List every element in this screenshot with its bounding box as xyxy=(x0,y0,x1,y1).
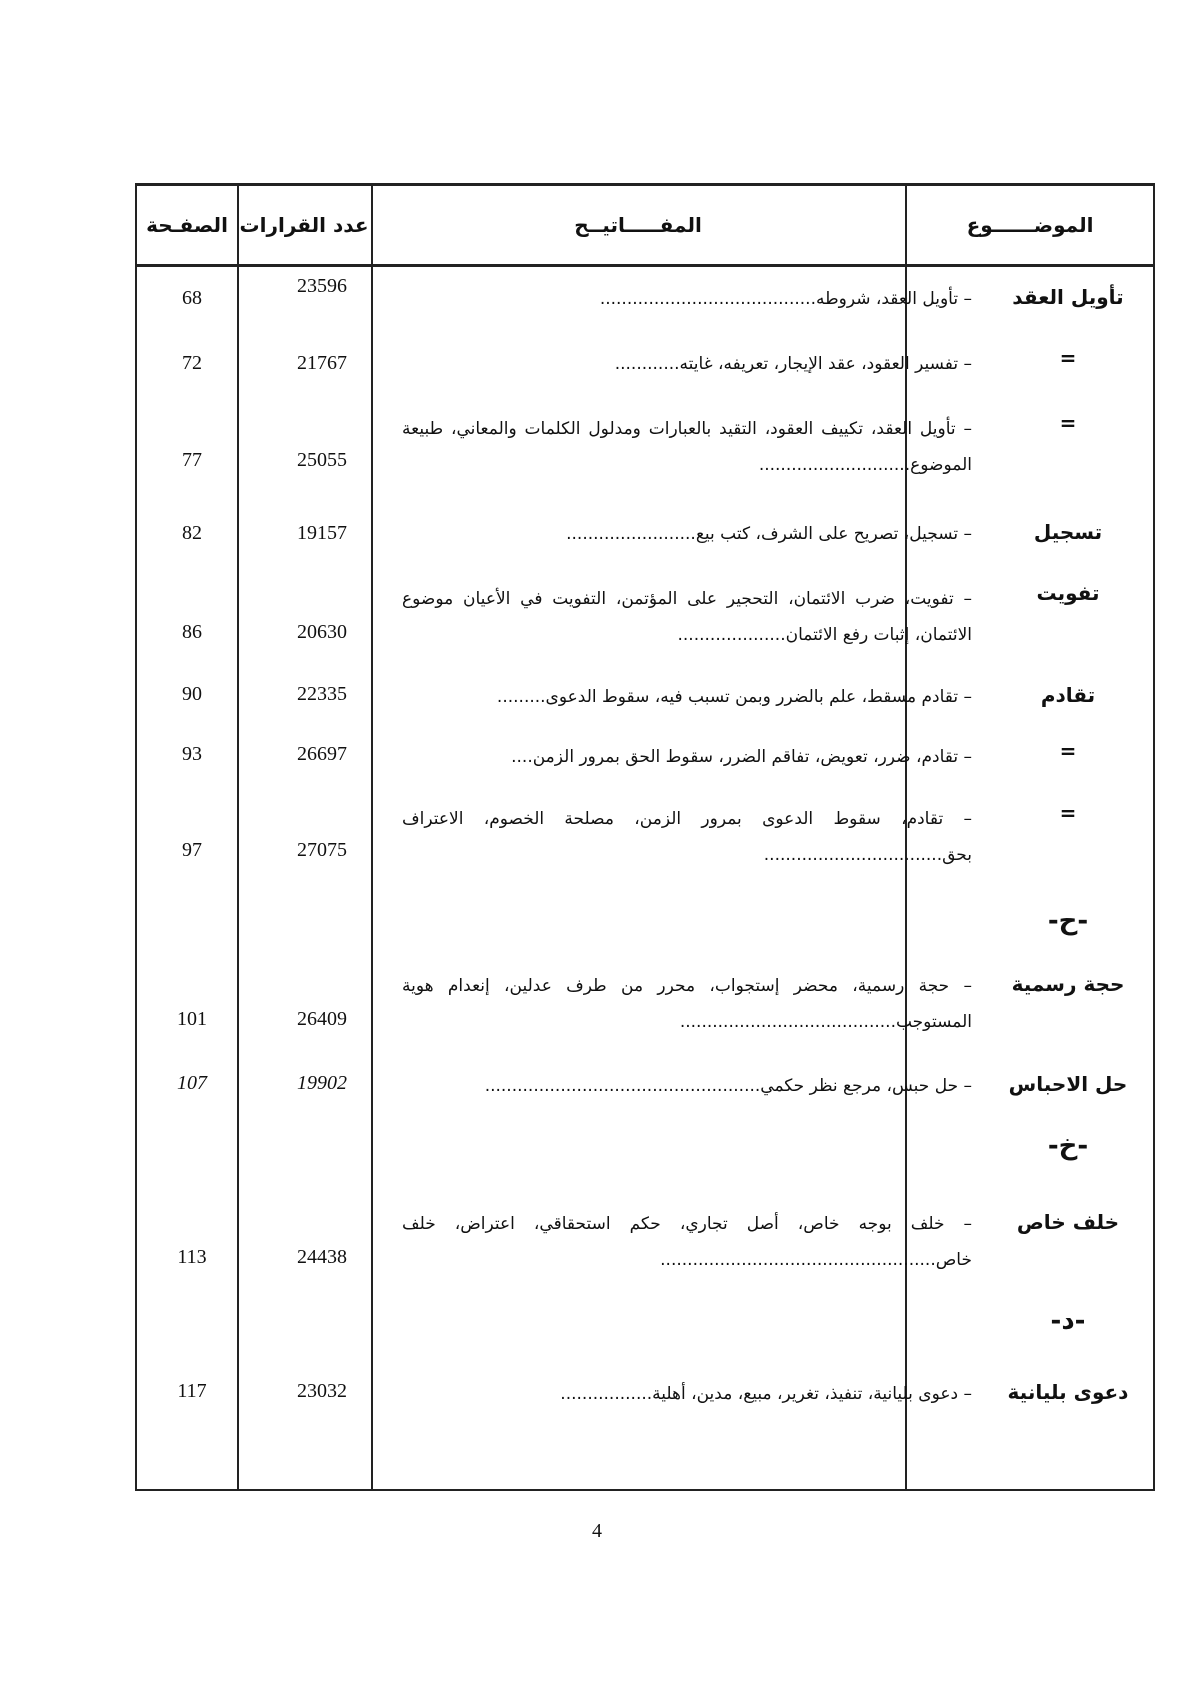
row-decision-number: 19157 xyxy=(297,522,347,544)
column-divider xyxy=(371,186,373,1489)
row-decision-number: 27075 xyxy=(297,839,347,861)
row-topic: تفويت xyxy=(1036,581,1100,605)
header-topic: الموضــــــوع xyxy=(966,213,1094,237)
index-table xyxy=(135,183,1155,1491)
page-number: 4 xyxy=(592,1520,602,1542)
row-decision-number: 20630 xyxy=(297,621,347,643)
row-page-number: 117 xyxy=(177,1380,207,1402)
row-page-number: 82 xyxy=(182,522,202,544)
row-topic: تقادم xyxy=(1040,683,1096,707)
row-topic: حل الاحباس xyxy=(1008,1072,1128,1096)
row-decision-number: 26409 xyxy=(297,1008,347,1030)
row-page-number: 93 xyxy=(182,743,202,765)
row-page-number: 101 xyxy=(177,1008,207,1030)
row-page-number: 107 xyxy=(177,1072,207,1094)
row-keywords: – تسجيل، تصريح على الشرف، كتب بيع........................ xyxy=(566,524,972,544)
row-keywords: – تقادم، ضرر، تعويض، تفاقم الضرر، سقوط الحق بمرور الزمن.... xyxy=(511,747,972,767)
header-decision-count: عدد القرارات xyxy=(239,213,369,237)
row-topic: تأويل العقد xyxy=(1012,285,1124,309)
row-keywords: – خلف بوجه خاص، أصل تجاري، حكم استحقاقي، اعتراض، خلف خاص................................................... xyxy=(402,1214,972,1270)
row-page-number: 113 xyxy=(177,1246,207,1268)
row-page-number: 90 xyxy=(182,683,202,705)
row-page-number: 72 xyxy=(182,352,202,374)
row-page-number: 97 xyxy=(182,839,202,861)
row-keywords: – تفسير العقود، عقد الإيجار، تعريفه، غايته............ xyxy=(614,354,972,374)
row-decision-number: 21767 xyxy=(297,352,347,374)
row-decision-number: 23032 xyxy=(297,1380,347,1402)
row-keywords: – دعوى بليانية، تنفيذ، تغرير، مبيع، مدين، أهلية................. xyxy=(560,1384,972,1404)
row-keywords: – تأويل العقد، تكييف العقود، التقيد بالعبارات ومدلول الكلمات والمعاني، طبيعة الموضوع............................ xyxy=(402,419,972,475)
row-topic: = xyxy=(1059,739,1077,763)
header-page: الصفـحة xyxy=(146,213,228,237)
row-decision-number: 22335 xyxy=(297,683,347,705)
row-topic: حجة رسمية xyxy=(1011,972,1125,996)
row-page-number: 86 xyxy=(182,621,202,643)
row-decision-number: 25055 xyxy=(297,449,347,471)
row-topic: دعوى بليانية xyxy=(1007,1380,1129,1404)
row-keywords: – تأويل العقد، شروطه........................................ xyxy=(599,289,972,309)
section-letter: -ح- xyxy=(1047,906,1089,936)
row-keywords: – تقادم، سقوط الدعوى بمرور الزمن، مصلحة الخصوم، الاعتراف بحق................................. xyxy=(402,809,972,865)
section-letter: -د- xyxy=(1050,1306,1086,1336)
header-keywords: المفـــــاتيــح xyxy=(574,213,702,237)
row-topic: = xyxy=(1059,346,1077,370)
row-keywords: – حل حبس، مرجع نظر حكمي................................................... xyxy=(484,1076,972,1096)
row-decision-number: 26697 xyxy=(297,743,347,765)
row-topic: خلف خاص xyxy=(1016,1210,1120,1234)
row-topic: = xyxy=(1059,801,1077,825)
row-decision-number: 19902 xyxy=(297,1072,347,1094)
row-decision-number: 23596 xyxy=(297,275,347,297)
row-topic: = xyxy=(1059,411,1077,435)
row-keywords: – حجة رسمية، محضر إستجواب، محرر من طرف عدلين، إنعدام هوية المستوجب........................................ xyxy=(402,976,972,1032)
section-letter: -خ- xyxy=(1047,1131,1089,1161)
column-divider xyxy=(237,186,239,1489)
row-keywords: – تقادم مسقط، علم بالضرر وبمن تسبب فيه، سقوط الدعوى......... xyxy=(496,687,972,707)
row-page-number: 77 xyxy=(182,449,202,471)
row-decision-number: 24438 xyxy=(297,1246,347,1268)
row-keywords: – تفويت، ضرب الائتمان، التحجير على المؤتمن، التفويت في الأعيان موضوع الائتمان، إثبات رفع الائتمان.................... xyxy=(402,589,972,645)
row-page-number: 68 xyxy=(182,287,202,309)
header-divider xyxy=(137,264,1153,267)
row-topic: تسجيل xyxy=(1033,520,1103,544)
